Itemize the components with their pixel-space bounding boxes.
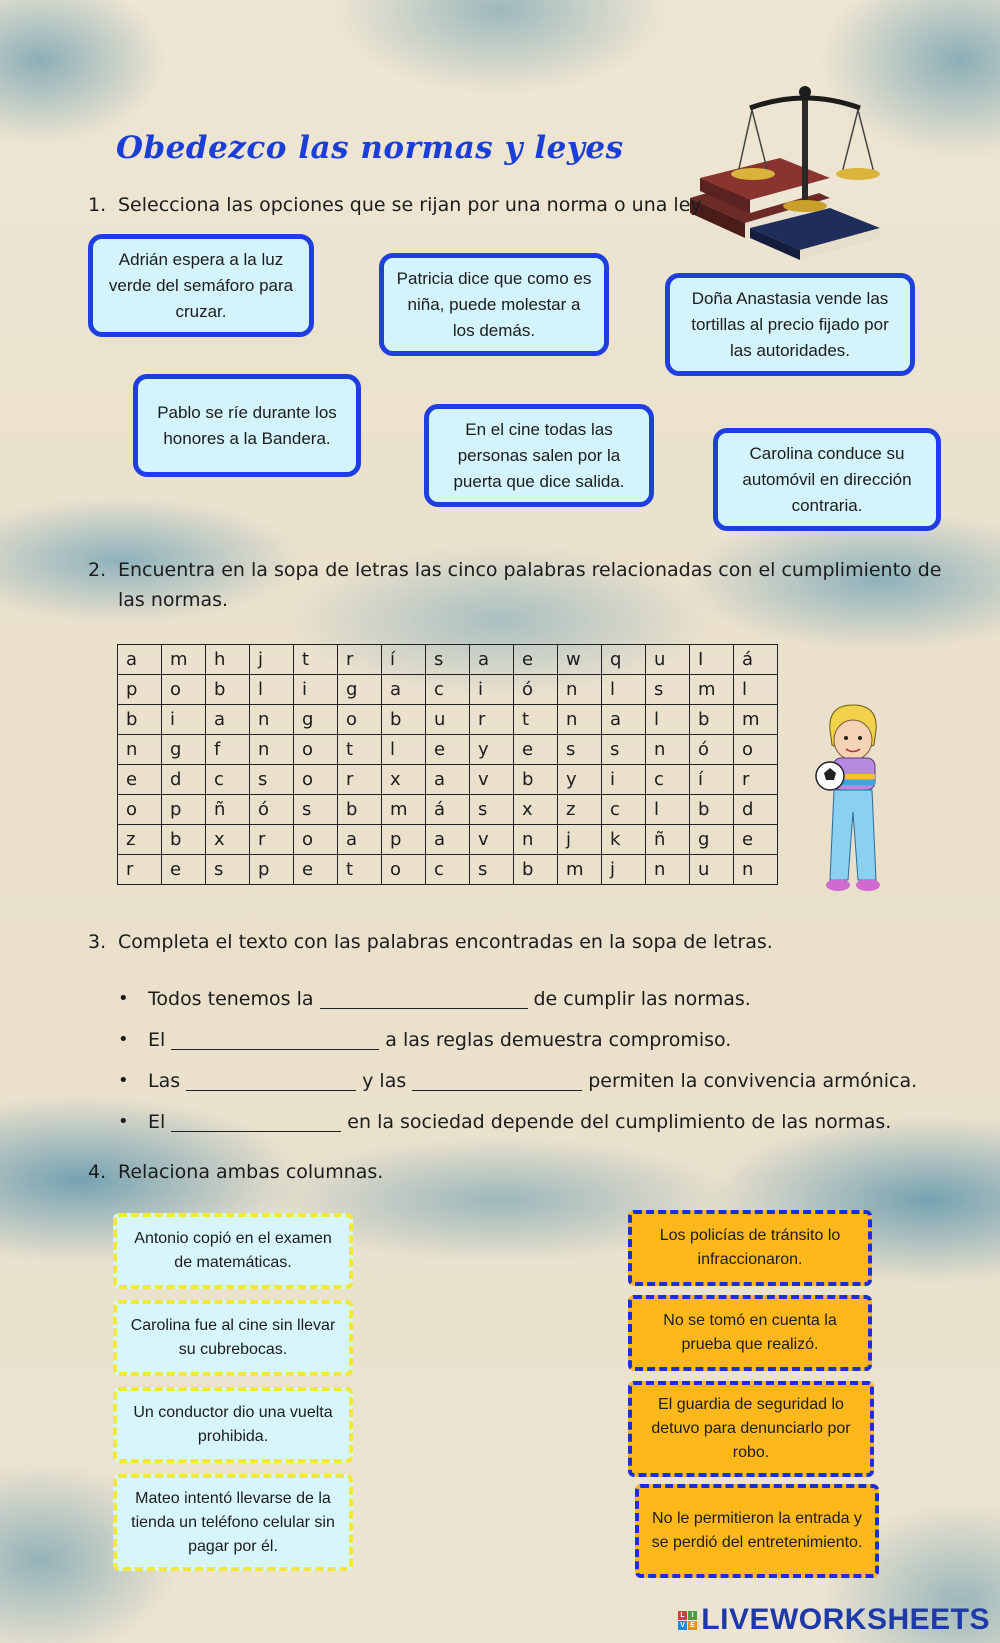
grid-row (118, 735, 778, 765)
grid-letter[interactable]: j (602, 855, 646, 885)
grid-row (118, 645, 778, 675)
question-4 (88, 1157, 383, 1187)
text: permiten la convivencia armónica. (588, 1069, 918, 1092)
grid-letter[interactable]: u (426, 705, 470, 735)
question-text: Relaciona ambas columnas. (118, 1161, 384, 1183)
grid-letter[interactable]: u (646, 645, 690, 675)
grid-letter[interactable]: c (646, 765, 690, 795)
grid-letter[interactable]: n (734, 855, 778, 885)
grid-letter[interactable]: l (646, 705, 690, 735)
grid-letter[interactable]: o (294, 735, 338, 765)
grid-letter[interactable]: b (162, 825, 206, 855)
grid-letter[interactable]: s (470, 855, 514, 885)
grid-letter[interactable]: ó (250, 795, 294, 825)
grid-letter[interactable]: e (426, 735, 470, 765)
list-item (118, 1019, 917, 1060)
grid-letter[interactable]: I (690, 645, 734, 675)
grid-letter[interactable]: ñ (646, 825, 690, 855)
question-2 (88, 555, 948, 615)
grid-row (118, 795, 778, 825)
text: Las (148, 1069, 181, 1092)
grid-letter[interactable]: k (602, 825, 646, 855)
answer-blank-3[interactable] (186, 1070, 356, 1091)
answer-blank-1[interactable] (320, 988, 528, 1009)
grid-letter[interactable]: y (470, 735, 514, 765)
grid-letter[interactable]: b (514, 855, 558, 885)
grid-letter[interactable]: s (646, 675, 690, 705)
grid-letter[interactable]: g (294, 705, 338, 735)
grid-letter[interactable]: v (470, 765, 514, 795)
grid-letter[interactable]: a (470, 645, 514, 675)
grid-letter[interactable]: m (162, 645, 206, 675)
text: Todos tenemos la (148, 987, 314, 1010)
grid-row (118, 675, 778, 705)
question-text: Selecciona las opciones que se rijan por una norma o una ley. (118, 194, 705, 216)
brand-name: LIVEWORKSHEETS (701, 1603, 990, 1636)
grid-letter[interactable]: í (690, 765, 734, 795)
liveworksheets-logo[interactable] (678, 1603, 990, 1637)
grid-letter[interactable]: r (338, 645, 382, 675)
grid-letter[interactable]: g (338, 675, 382, 705)
text: El (148, 1028, 166, 1051)
grid-letter[interactable]: a (118, 645, 162, 675)
match-left-card[interactable]: Carolina fue al cine sin llevar su cubrebocas. (113, 1300, 353, 1376)
grid-letter[interactable]: o (294, 825, 338, 855)
grid-letter[interactable]: b (382, 705, 426, 735)
answer-blank-5[interactable] (171, 1111, 341, 1132)
match-right-card[interactable]: No se tomó en cuenta la prueba que realizó. (628, 1295, 872, 1371)
grid-row (118, 825, 778, 855)
text: y las (362, 1069, 407, 1092)
grid-letter[interactable]: p (382, 825, 426, 855)
grid-letter[interactable]: t (514, 705, 558, 735)
grid-letter[interactable]: p (162, 795, 206, 825)
grid-letter[interactable]: c (426, 855, 470, 885)
grid-letter[interactable]: j (558, 825, 602, 855)
grid-letter[interactable]: e (118, 765, 162, 795)
grid-letter[interactable]: í (382, 645, 426, 675)
grid-letter[interactable]: s (206, 855, 250, 885)
grid-letter[interactable]: r (250, 825, 294, 855)
grid-letter[interactable]: r (338, 765, 382, 795)
grid-letter[interactable]: n (558, 675, 602, 705)
grid-letter[interactable]: c (602, 795, 646, 825)
option-card[interactable]: Carolina conduce su automóvil en dirección contraria. (713, 428, 941, 531)
grid-letter[interactable]: s (426, 645, 470, 675)
option-card[interactable]: Adrián espera a la luz verde del semáforo para cruzar. (88, 234, 314, 337)
question-text: Completa el texto con las palabras encontradas en la sopa de letras. (118, 931, 773, 953)
grid-letter[interactable]: b (514, 765, 558, 795)
grid-letter[interactable]: a (206, 705, 250, 735)
answer-blank-4[interactable] (412, 1070, 582, 1091)
match-right-card[interactable]: Los policías de tránsito lo infraccionaron. (628, 1210, 872, 1286)
grid-letter[interactable]: l (382, 735, 426, 765)
grid-letter[interactable]: y (558, 765, 602, 795)
text: en la sociedad depende del cumplimiento de las normas. (347, 1110, 892, 1133)
grid-letter[interactable]: o (294, 765, 338, 795)
grid-letter[interactable]: h (206, 645, 250, 675)
list-item (118, 1101, 917, 1142)
bullet-icon: • (118, 1029, 129, 1050)
grid-letter[interactable]: a (382, 675, 426, 705)
grid-letter[interactable]: o (382, 855, 426, 885)
question-number: 1. (88, 194, 107, 216)
option-card[interactable]: En el cine todas las personas salen por la puerta que dice salida. (424, 404, 654, 507)
grid-letter[interactable]: s (294, 795, 338, 825)
match-left-card[interactable]: Mateo intentó llevarse de la tienda un teléfono celular sin pagar por él. (113, 1474, 353, 1571)
question-3 (88, 927, 773, 957)
grid-letter[interactable]: e (514, 645, 558, 675)
answer-blank-2[interactable] (171, 1029, 379, 1050)
word-search-grid (117, 644, 778, 885)
grid-letter[interactable]: m (734, 705, 778, 735)
child-with-ball-icon (808, 700, 898, 895)
scales-of-justice-icon (680, 78, 930, 263)
grid-letter[interactable]: p (118, 675, 162, 705)
grid-letter[interactable]: a (426, 765, 470, 795)
grid-letter[interactable]: s (558, 735, 602, 765)
grid-letter[interactable]: w (558, 645, 602, 675)
grid-letter[interactable]: e (514, 735, 558, 765)
fill-in-list (118, 978, 917, 1142)
grid-letter[interactable]: t (294, 645, 338, 675)
text: El (148, 1110, 166, 1133)
grid-letter[interactable]: r (734, 765, 778, 795)
grid-letter[interactable]: á (734, 645, 778, 675)
grid-letter[interactable]: g (690, 825, 734, 855)
grid-letter[interactable]: i (602, 765, 646, 795)
question-number: 3. (88, 931, 107, 953)
match-left-card[interactable]: Antonio copió en el examen de matemáticas. (113, 1213, 353, 1289)
question-number: 2. (88, 559, 107, 581)
grid-letter[interactable]: c (206, 765, 250, 795)
grid-letter[interactable]: d (734, 795, 778, 825)
match-right-card[interactable]: El guardia de seguridad lo detuvo para denunciarlo por robo. (628, 1381, 874, 1477)
grid-letter[interactable]: ñ (206, 795, 250, 825)
grid-letter[interactable]: b (206, 675, 250, 705)
grid-letter[interactable]: l (250, 675, 294, 705)
grid-row (118, 705, 778, 735)
grid-letter[interactable]: o (162, 675, 206, 705)
grid-row (118, 765, 778, 795)
page-title: Obedezco las normas y leyes (116, 130, 624, 166)
question-number: 4. (88, 1161, 107, 1183)
grid-letter[interactable]: r (118, 855, 162, 885)
grid-letter[interactable]: ó (514, 675, 558, 705)
grid-letter[interactable]: a (426, 825, 470, 855)
grid-letter[interactable]: n (514, 825, 558, 855)
grid-letter[interactable]: n (118, 735, 162, 765)
grid-letter[interactable]: l (602, 675, 646, 705)
grid-letter[interactable]: m (382, 795, 426, 825)
question-text: Encuentra en la sopa de letras las cinco palabras relacionadas con el cumplimiento de las normas. (118, 559, 942, 611)
grid-letter[interactable]: t (338, 735, 382, 765)
grid-letter[interactable]: m (690, 675, 734, 705)
grid-letter[interactable]: b (118, 705, 162, 735)
option-card[interactable]: Doña Anastasia vende las tortillas al precio fijado por las autoridades. (665, 273, 915, 376)
grid-letter[interactable]: o (734, 735, 778, 765)
grid-letter[interactable]: x (206, 825, 250, 855)
bullet-icon: • (118, 1070, 129, 1091)
grid-letter[interactable]: i (162, 705, 206, 735)
match-right-card[interactable]: No le permitieron la entrada y se perdió del entretenimiento. (635, 1484, 879, 1578)
question-1 (88, 190, 705, 220)
grid-letter[interactable]: z (118, 825, 162, 855)
grid-letter[interactable]: e (294, 855, 338, 885)
option-card[interactable]: Patricia dice que como es niña, puede molestar a los demás. (379, 253, 609, 356)
text: a las reglas demuestra compromiso. (385, 1028, 732, 1051)
option-card[interactable]: Pablo se ríe durante los honores a la Bandera. (133, 374, 361, 477)
match-left-card[interactable]: Un conductor dio una vuelta prohibida. (113, 1387, 353, 1463)
liveworksheets-logo-icon: L I V E (680, 1611, 696, 1629)
grid-letter[interactable]: j (250, 645, 294, 675)
grid-letter[interactable]: s (602, 735, 646, 765)
grid-letter[interactable]: n (646, 735, 690, 765)
grid-letter[interactable]: b (690, 795, 734, 825)
grid-letter[interactable]: f (206, 735, 250, 765)
grid-letter[interactable]: r (470, 705, 514, 735)
grid-letter[interactable]: t (338, 855, 382, 885)
grid-letter[interactable]: s (250, 765, 294, 795)
grid-letter[interactable]: g (162, 735, 206, 765)
grid-letter[interactable]: o (338, 705, 382, 735)
grid-letter[interactable]: l (734, 675, 778, 705)
grid-letter[interactable]: e (734, 825, 778, 855)
grid-letter[interactable]: l (646, 795, 690, 825)
grid-letter[interactable]: q (602, 645, 646, 675)
grid-letter[interactable]: e (162, 855, 206, 885)
grid-letter[interactable]: c (426, 675, 470, 705)
grid-letter[interactable]: x (382, 765, 426, 795)
bullet-icon: • (118, 988, 129, 1009)
grid-letter[interactable]: d (162, 765, 206, 795)
grid-letter[interactable]: o (118, 795, 162, 825)
grid-letter[interactable]: i (470, 675, 514, 705)
grid-letter[interactable]: m (558, 855, 602, 885)
grid-row (118, 855, 778, 885)
grid-letter[interactable]: z (558, 795, 602, 825)
grid-letter[interactable]: n (250, 735, 294, 765)
grid-letter[interactable]: ó (690, 735, 734, 765)
grid-letter[interactable]: a (338, 825, 382, 855)
grid-letter[interactable]: á (426, 795, 470, 825)
grid-letter[interactable]: n (558, 705, 602, 735)
grid-letter[interactable]: a (602, 705, 646, 735)
grid-letter[interactable]: n (250, 705, 294, 735)
grid-letter[interactable]: u (690, 855, 734, 885)
grid-letter[interactable]: b (338, 795, 382, 825)
list-item (118, 1060, 917, 1101)
grid-letter[interactable]: b (690, 705, 734, 735)
grid-letter[interactable]: x (514, 795, 558, 825)
grid-letter[interactable]: p (250, 855, 294, 885)
text: de cumplir las normas. (533, 987, 751, 1010)
bullet-icon: • (118, 1111, 129, 1132)
grid-letter[interactable]: v (470, 825, 514, 855)
grid-letter[interactable]: i (294, 675, 338, 705)
grid-letter[interactable]: n (646, 855, 690, 885)
grid-letter[interactable]: s (470, 795, 514, 825)
list-item (118, 978, 917, 1019)
